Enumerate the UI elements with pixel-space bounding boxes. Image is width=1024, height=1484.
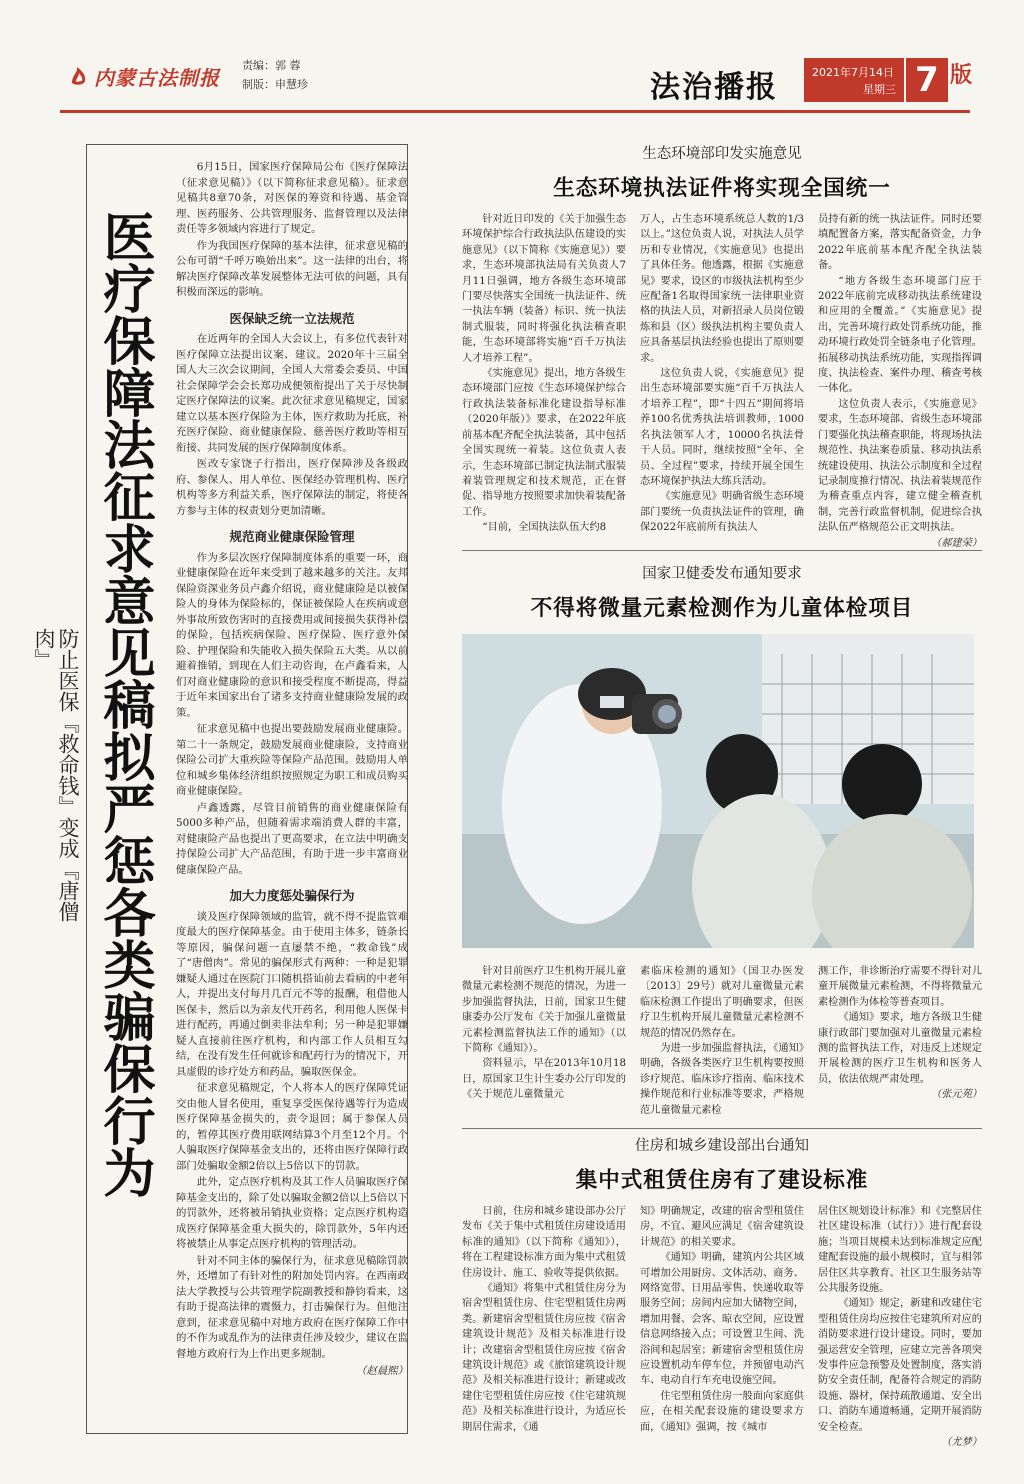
article-column xyxy=(462,1204,626,1484)
article-column xyxy=(462,964,626,1124)
article-para: 这位负责人说，《实施意见》提出生态环境部要实施“百千万执法人才培养工程”，即“十四五”期间将培养100名优秀执法培训教师，1000名执法领军人才，10000名执法骨干人员。同时，继续按照“全年、全员、全过程”要求，持续开展全国生态环境保护执法大练兵活动。 xyxy=(640,368,804,487)
issue-date: 2021年7月14日 xyxy=(812,66,894,79)
article-health-body xyxy=(462,964,982,1124)
article-health xyxy=(462,562,982,622)
article-column xyxy=(818,964,982,1124)
issue-weekday: 星期三 xyxy=(863,83,896,96)
feature-para: 在近两年的全国人大会议上，有多位代表针对医疗保障立法提出议案、建议。2020年十三届全国人大三次会议期间，全国人大常委会委员、中国社会保障学会会长郑功成便领衔提出了关于尽快制定医疗保障法的议案。此次征求意见稿规定，国家建立以基本医疗保险为主体，医疗救助为托底，补充医疗保险、商业健康保险、慈善医疗救助等相互衔接、共同发展的医疗保障制度体系。 xyxy=(176,333,408,454)
feature-body xyxy=(176,160,408,1430)
article-para: 《通知》要求，地方各级卫生健康行政部门要加强对儿童微量元素检测的监督执法工作，对违反上述规定开展检测的医疗卫生机构和医务人员，依法依规严肃处理。 xyxy=(818,1012,982,1085)
article-para: 万人，占生态环境系统总人数的1/3以上。”这位负责人说，对执法人员学历和专业情况，《实施意见》也提出了具体任务。他透露，根据《实施意见》要求，设区的市级执法机构至少应配备1名取得国家统一法律职业资格的执法人员，对新招录人员岗位锻炼和县（区）级执法机构主要负责人应具备基层执法经验也提出了原则要求。 xyxy=(640,214,804,364)
feature-intro-para: 作为我国医疗保障的基本法律，征求意见稿的公布可谓“千呼万唤始出来”。这一法律的出台，将解决医疗保障改革发展整体无法可依的问题，具有积极而深远的影响。 xyxy=(176,239,408,298)
article-divider xyxy=(462,550,982,551)
article-column xyxy=(818,212,982,552)
article-para: “地方各级生态环境部门应于2022年底前完成移动执法系统建设和应用的全覆盖。”《实施意见》提出，完善环境行政处罚系统功能，推动环境行政处罚全链条电子化管理。拓展移动执法系统功能，实现指挥调度、执法检查、案件办理、稽查考核一体化。 xyxy=(818,275,982,395)
feature-subheadline: 防止医保『救命钱』变成『唐僧肉』 xyxy=(32,628,80,922)
article-para: 资料显示，早在2013年10月18日，原国家卫生计生委办公厅印发的《关于规范儿童微量元 xyxy=(462,1058,626,1101)
page-ban-label: 版 xyxy=(950,63,973,88)
feature-headline: 医疗保障法征求意见稿拟严惩各类骗保行为 xyxy=(94,210,155,1198)
news-photo xyxy=(462,634,974,948)
logo-text: 内蒙古法制报 xyxy=(94,65,220,90)
section-name: 法治播报 xyxy=(650,70,778,105)
feature-para: 作为多层次医疗保障制度体系的重要一环，商业健康保险在近年来受到了越来越多的关注。友邦保险资深业务员卢鑫介绍说，商业健康险是以被保险人的身体为保险标的，保证被保险人在疾病或意外事故所致伤害时的直接费用或间接损失获得补偿的保险，包括疾病保险、医疗保险、医疗意外保险、护理保险和失能收入损失保险五大类。从以前避着推销，到现在人们主动咨询，在卢鑫看来，人们对商业健康险的意识和接受程度不断提高，得益于近年来国家出台了诸多支持商业健康险发展的政策。 xyxy=(176,551,408,719)
feature-section-heading: 规范商业健康保险管理 xyxy=(229,529,355,544)
feature-byline: （赵晨熙） xyxy=(356,1365,408,1377)
feature-para: 谈及医疗保障领域的监管，就不得不提监管难度最大的医疗保障基金。由于使用主体多，链条长等原因，骗保问题一直屡禁不绝，“救命钱”成了“唐僧肉”。常见的骗保形式有两种：一种是犯罪嫌疑人通过在医院门口随机搭讪前去看病的中老年人，并提出支付每月几百元不等的报酬，租借他人医保卡，然后以为亲友代开药名，利用他人医保卡进行配药，再通过倒卖非法牟利；另一种是犯罪嫌疑人直接前往医疗机构，和内部工作人员相互勾结，在没有发生任何就诊和配药行为的情况下，开具虚假的诊疗处方和药品，骗取医保金。 xyxy=(176,910,408,1078)
article-para: 《实施意见》提出，地方各级生态环境部门应按《生态环境保护综合行政执法装备标准化建设指导标准（2020年版）》要求，在2022年底前基本配齐配全执法装备，其中包括全国实现统一着装。这位负责人表示，生态环境部已制定执法制式服装着装管理规定和技术规范，正在督促、指导地方按照要求加快着装配备工作。 xyxy=(462,368,626,518)
editor-line: 责编：郭 蓉 xyxy=(242,59,301,72)
article-ecology xyxy=(462,142,982,552)
article-para: 居住区规划设计标准》和《完整居住社区建设标准（试行）》进行配套设施；当项目规模未达到标准规定应配建配套设施的最小规模时，宜与相邻居住区共享教育、社区卫生服务站等公共服务设施。 xyxy=(818,1206,982,1295)
article-column xyxy=(640,964,804,1124)
feature-para: 征求意见稿规定，个人将本人的医疗保障凭证交由他人冒名使用，重复享受医保待遇等行为造成医疗保障基金损失的，责令退回；属于参保人员的，暂停其医疗费用联网结算3个月至12个月。个人骗取医疗保障基金支出的，还将由医疗保障行政部门处骗取金额2倍以上5倍以下的罚款。 xyxy=(176,1082,408,1172)
article-columns xyxy=(462,964,982,1124)
article-column xyxy=(640,212,804,552)
feature-para: 卢鑫透露，尽管目前销售的商业健康保险有5000多种产品，但随着需求端消费人群的丰富，对健康险产品也提出了更高要求，在立法中明确支持保险公司扩大产品范围，有助于进一步丰富商业健康保险产品。 xyxy=(176,801,408,876)
article-byline: （郝建荣） xyxy=(931,537,982,549)
article-para: 针对目前医疗卫生机构开展儿童微量元素检测不规范的情况，为进一步加强监督执法，日前，国家卫生健康委办公厅发布《关于加强儿童微量元素检测监督执法工作的通知》（以下简称《通知》）。 xyxy=(462,966,626,1055)
feature-para: 此外，定点医疗机构及其工作人员骗取医疗保障基金支出的，除了处以骗取金额2倍以上5倍以下的罚款外，还将被吊销执业资格；定点医疗机构造成医疗保障基金重大损失的，除罚款外，5年内还将被禁止从事定点医疗机构的管理活动。 xyxy=(176,1176,408,1250)
article-para: 针对近日印发的《关于加强生态环境保护综合行政执法队伍建设的实施意见》（以下简称《实施意见》）要求，生态环境部执法局有关负责人7月11日强调，地方各级生态环境部门要尽快落实全国统一执法证件、统一执法车辆（装备）标识、统一执法制式服装，同时将强化执法稽查职能，生态环境部将实施“百千万执法人才培养工程”。 xyxy=(462,214,626,364)
article-column xyxy=(462,212,626,552)
feature-section-heading: 医保缺乏统一立法规范 xyxy=(229,310,355,326)
article-para: 测工作，非诊断治疗需要不得针对儿童开展微量元素检测，不得将微量元素检测作为体检等普查项目。 xyxy=(818,966,982,1008)
article-headline: 集中式租赁住房有了建设标准 xyxy=(575,1168,869,1193)
layout-line: 制版：申慧珍 xyxy=(242,78,308,91)
feature-para: 针对不同主体的骗保行为，征求意见稿除罚款外，还增加了有针对性的附加处罚内容。在西南政法大学教授与公共管理学院副教授和静钧看来，这有助于提高法律的震慑力，打击骗保行为。但他注意到，征求意见稿中对地方政府在医疗保障工作中的不作为或乱作为的法律责任涉及较少，建议在监督地方政府行为上作出更多规制。 xyxy=(176,1254,408,1360)
article-para: 为进一步加强监督执法，《通知》明确，各级各类医疗卫生机构要按照诊疗规范、临床诊疗指南、临床技术操作规范和行业标准等要求，严格规范儿童微量元素检 xyxy=(640,1043,804,1116)
article-kicker: 生态环境部印发实施意见 xyxy=(642,146,802,162)
article-columns xyxy=(462,1204,982,1484)
article-byline: （张元苑） xyxy=(931,1089,982,1101)
masthead xyxy=(0,0,1024,112)
article-para: 知》明确规定，改建的宿舍型租赁住房，不宜、避风应满足《宿舍建筑设计规范》的相关要求。 xyxy=(640,1206,804,1248)
feature-para: 医改专家饶子行指出，医疗保障涉及各级政府、参保人、用人单位、医保经办管理机构、医疗机构等多方利益关系，医疗保障法的制定，将使各方参与主体的权责划分更加清晰。 xyxy=(176,458,408,517)
article-para: 员持有新的统一执法证件。同时还要填配置备方案，落实配备资金，力争2022年底前基本配齐配全执法装备。 xyxy=(818,214,982,272)
article-para: 《通知》规定，新建和改建住宅型租赁住房均应按住宅建筑所对应的消防要求进行设计建设。同时，要加强运营安全管理，应建立完善各项突发事件应急预警及处置制度，落实消防安全责任制，配备符合规定的消防设施、器材，保持疏散通道、安全出口、消防车通道畅通，定期开展消防安全检查。 xyxy=(818,1298,982,1433)
article-para: 日前，住房和城乡建设部办公厅发布《关于集中式租赁住房建设适用标准的通知》（以下简称《通知》），将在工程建设标准方面为集中式租赁住房设计、施工、验收等提供依据。 xyxy=(462,1206,626,1279)
article-para: 《通知》明确，建筑内公共区域可增加公用厨房、文体活动、商务、网络宽带、日用品零售、快递收取等服务空间；房间内应加大储物空间，增加用餐、会客、晾衣空间，应设置信息网络接入点；可设置卫生间、洗浴间和起居室；新建宿舍型租赁住房应设置机动车停车位，并预留电动汽车、电动自行车充电设施空间。 xyxy=(640,1252,804,1387)
flame-logo-icon xyxy=(68,65,90,87)
newspaper-logo xyxy=(68,60,228,92)
article-columns xyxy=(462,212,982,552)
article-para: 《实施意见》明确省级生态环境部门要统一负责执法证件的管理，确保2022年底前所有执法人 xyxy=(640,491,804,534)
article-para: 住宅型租赁住房一般面向家庭供应，在相关配套设施的建设要求方面，《通知》强调，按《城市 xyxy=(640,1390,804,1433)
article-para: 这位负责人表示，《实施意见》要求，生态环境部、省级生态环境部门要强化执法稽查职能，将现场执法规范性、执法案卷质量、移动执法系统建设使用、执法公示制度和全过程记录制度推行情况、执法着装规范作为稽查重点内容，建立健全稽查机制，完善行政监督机制，促进综合执法队伍严格规范公正文明执法。 xyxy=(818,398,982,534)
article-column xyxy=(640,1204,804,1484)
editor-credits xyxy=(242,56,308,94)
article-byline: （尤梦） xyxy=(941,1437,982,1449)
article-column xyxy=(818,1204,982,1484)
feature-para: 征求意见稿中也提出要鼓励发展商业健康险。第二十一条规定，鼓励发展商业健康险，支持商业保险公司扩大重疾险等保险产品范围。鼓励用人单位和城乡集体经济组织按照规定为职工和成员购买商业健康保险。 xyxy=(176,723,408,797)
article-para: 素临床检测的通知》（国卫办医发〔2013〕29号）就对儿童微量元素临床检测工作提出了明确要求，但医疗卫生机构开展儿童微量元素检测不规范的情况仍然存在。 xyxy=(640,966,804,1039)
date-box xyxy=(804,58,904,102)
feature-section-heading: 加大力度惩处骗保行为 xyxy=(229,888,355,903)
article-housing xyxy=(462,1134,982,1484)
article-kicker: 国家卫健委发布通知要求 xyxy=(642,566,802,582)
feature-intro-para: 6月15日，国家医疗保障局公布《医疗保障法（征求意见稿）》（以下简称征求意见稿）。征求意见稿共8章70条，对医保的筹资和待遇、基金管理、医药服务、公共管理服务、监督管理以及法律责任等多领域内容进行了规定。 xyxy=(176,161,408,235)
page-number: 7 xyxy=(904,58,948,102)
article-divider xyxy=(462,1128,982,1129)
article-para: “目前，全国执法队伍大约8 xyxy=(482,522,607,534)
article-headline: 生态环境执法证件将实现全国统一 xyxy=(553,176,891,201)
article-headline: 不得将微量元素检测作为儿童体检项目 xyxy=(530,596,914,621)
article-para: 《通知》将集中式租赁住房分为宿舍型租赁住房、住宅型租赁住房两类。新建宿舍型租赁住房应按《宿舍建筑设计规范》及相关标准进行设计；改建宿舍型租赁住房应按《宿舍建筑设计规范》或《旅馆建筑设计规范》及相关标准进行设计；新建或改建住宅型租赁住房应按《住宅建筑规范》及相关标准进行设计，为适应长期居住需求，《通 xyxy=(462,1283,626,1433)
article-kicker: 住房和城乡建设部出台通知 xyxy=(635,1138,809,1154)
masthead-rule xyxy=(60,110,970,113)
photo-eye-exam-illustration xyxy=(462,634,974,948)
